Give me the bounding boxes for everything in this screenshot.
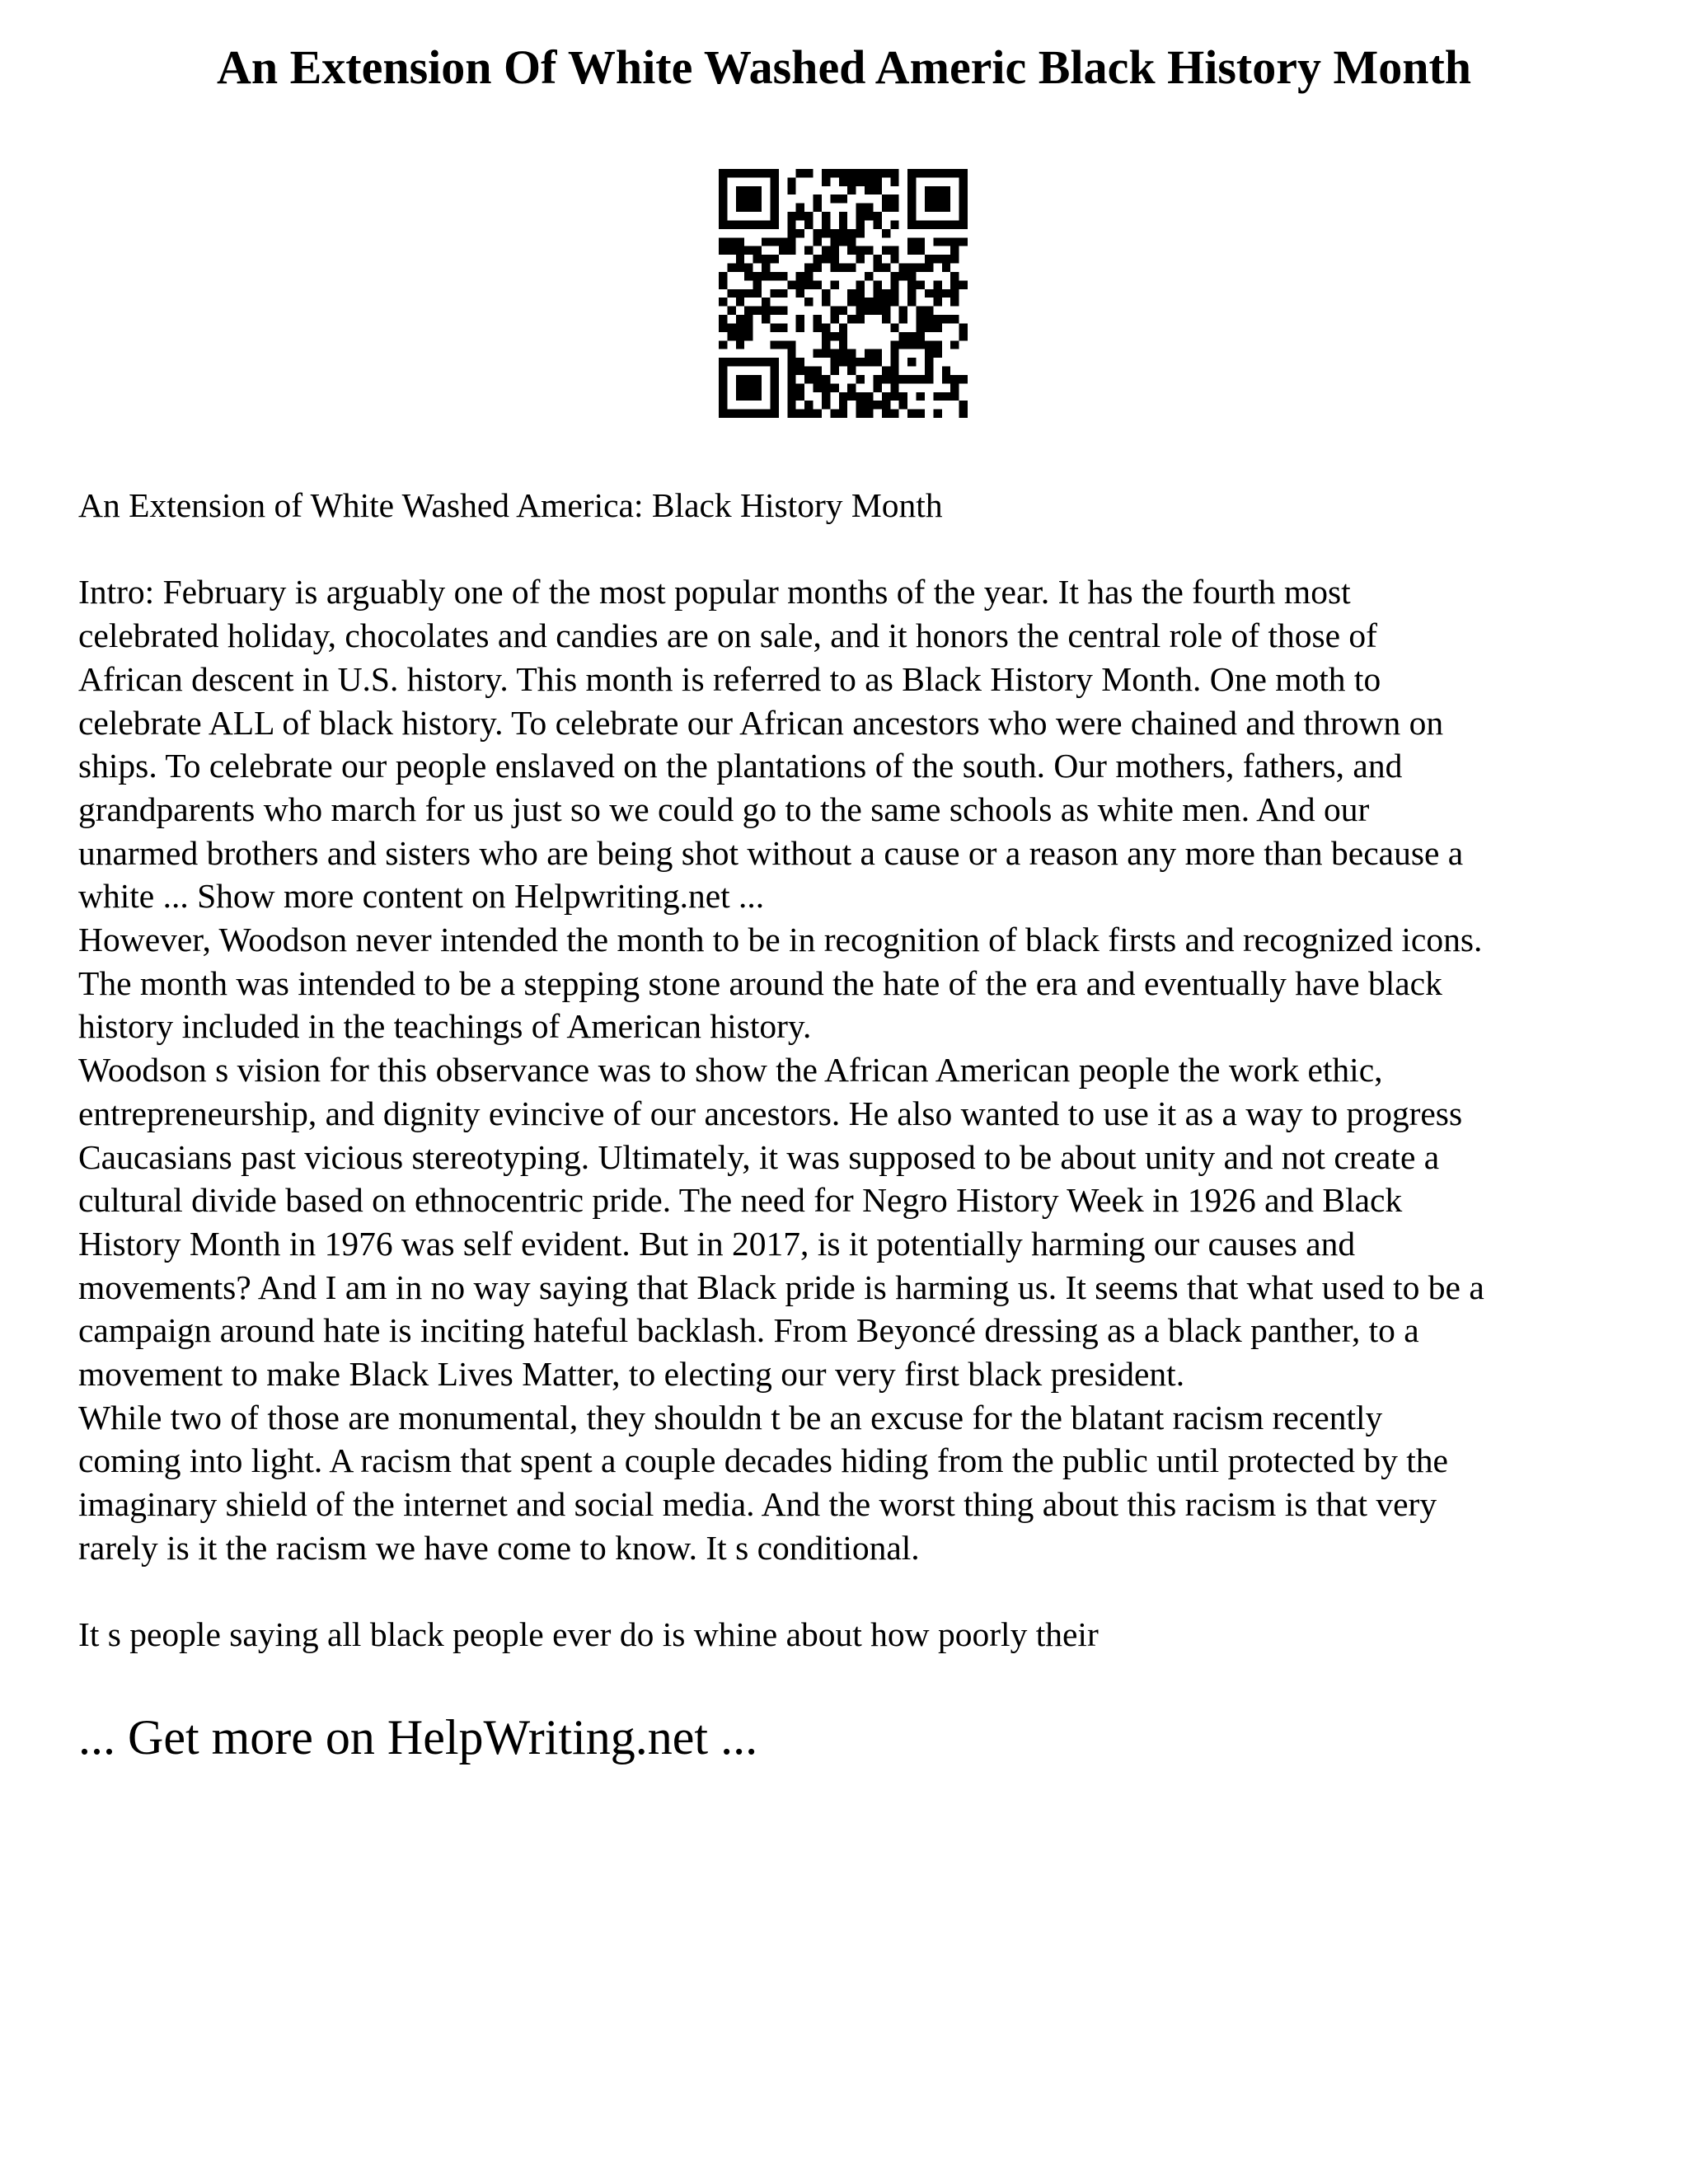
document-subtitle: An Extension of White Washed America: Black History Month	[78, 486, 943, 524]
paragraph-intro: Intro: February is arguably one of the most popular months of the year. It has the fourth most celebrated holiday, chocolates and candies are on sale, and it honors the central role of those of African descent in U.S. history. This month is referred to as Black History Month. One moth to celebrate ALL of black history. To celebrate our African ancestors who were chained and thrown on ships. To celebrate our people enslaved on the plantations of the south. Our mothers, fathers, and grandparents who march for us just so we could go to the same schools as white men. And our unarmed brothers and sisters who are being shot without a cause or a reason any more than because a white ... Show more content on Helpwriting.net ...	[78, 573, 1464, 916]
paragraph-last: It s people saying all black people ever do is whine about how poorly their	[78, 1615, 1099, 1654]
paragraph-gap	[78, 1570, 1628, 1614]
paragraph-racism: While two of those are monumental, they shouldn t be an excuse for the blatant racism recently coming into light. A racism that spent a couple decades hiding from the public until protected by the imaginary shield of the internet and social media. And the worst thing about this racism is that very rarely is it the racism we have come to know. It s conditional.	[78, 1398, 1448, 1567]
document-title: An Extension Of White Washed Americ Black History Month	[216, 40, 1472, 94]
paragraph-woodson-intent: However, Woodson never intended the month to be in recognition of black firsts and recognized icons. The month was intended to be a stepping stone around the hate of the era and eventually have black history included in the teachings of American history.	[78, 921, 1483, 1046]
document-body	[78, 484, 1628, 1657]
qr-code-icon	[719, 169, 968, 418]
paragraph-woodson-vision: Woodson s vision for this observance was to show the African American people the work ethic, entrepreneurship, and dignity evincive of our ancestors. He also wanted to use it as a way to progress Caucasians past vicious stereotyping. Ultimately, it was supposed to be about unity and not create a cultural divide based on ethnocentric pride. The need for Negro History Week in 1926 and Black History Month in 1976 was self evident. But in 2017, is it potentially harming our causes and movements? And I am in no way saying that Black pride is harming us. It seems that what used to be a campaign around hate is inciting hateful backlash. From Beyoncé dressing as a black panther, to a movement to make Black Lives Matter, to electing our very first black president.	[78, 1051, 1484, 1394]
paragraph-gap	[78, 527, 1628, 571]
get-more-link[interactable]: ... Get more on HelpWriting.net ...	[78, 1710, 758, 1765]
